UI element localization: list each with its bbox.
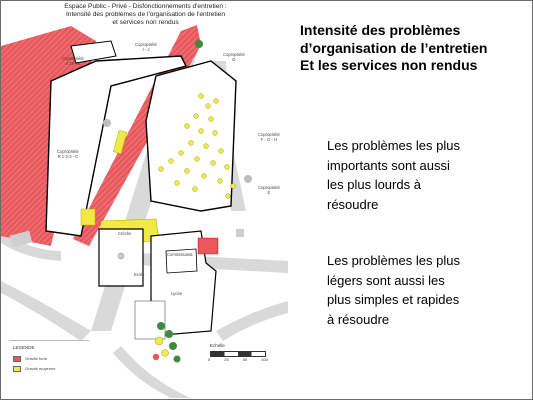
label-copro-e xyxy=(258,185,280,195)
map-title-line: Intensité des problèmes de l'organisation de l'entretien xyxy=(65,10,226,18)
paragraph-line: plus simples et rapides xyxy=(327,292,460,307)
label-copro-r123c xyxy=(57,149,79,159)
label-line: E xyxy=(267,190,271,195)
legend-label: Gravité moyenne xyxy=(25,366,56,372)
label-copro-a19b xyxy=(62,56,84,66)
label-lycee: Lycée xyxy=(171,291,183,296)
map-title-line: et services non rendus xyxy=(112,18,179,26)
slide-heading xyxy=(300,22,520,75)
label-commissariat: Commissariat xyxy=(167,252,193,257)
scale-tick: 0 xyxy=(208,357,211,362)
label-line: Copropriété xyxy=(135,42,157,47)
paragraph-line: importants sont aussi xyxy=(327,157,450,173)
label-copro-ij xyxy=(135,42,157,52)
paragraph-line: à résoudre xyxy=(327,311,390,327)
scale-tick: 50 xyxy=(242,357,248,362)
label-line: R 1-2-3 - C xyxy=(57,154,79,159)
scale-ticks xyxy=(208,357,268,362)
paragraph-line: Les problèmes les plus xyxy=(327,253,460,268)
map-title xyxy=(2,3,288,26)
map-legend xyxy=(9,340,89,398)
paragraph-line: résoudre xyxy=(327,196,379,212)
label-line: Copropriété xyxy=(62,56,84,61)
label-line: Copropriété xyxy=(223,52,245,57)
legend-item-severe xyxy=(13,356,47,362)
legend-item-medium xyxy=(13,366,55,372)
label-line: D xyxy=(232,57,236,62)
label-creche: Crèche xyxy=(118,231,132,236)
map-title-line: Espace Public - Privé - Disfonctionnements d'entretien : xyxy=(64,3,227,10)
scale-label: Echelle xyxy=(210,343,225,348)
paragraph-light-problems xyxy=(327,251,527,329)
legend-label: Gravité forte xyxy=(25,356,48,362)
paragraph-line: Les problèmes les plus xyxy=(327,138,460,153)
legend-title: LEGENDE xyxy=(13,345,35,350)
label-line: Copropriété xyxy=(258,185,280,190)
heading-line: Intensité des problèmes xyxy=(300,22,461,38)
scale-tick: 100 xyxy=(261,357,268,362)
label-line: F - G - H xyxy=(260,137,278,142)
site-map-drawing xyxy=(1,1,288,398)
heading-line: d’organisation de l’entretien xyxy=(300,39,488,56)
legend-swatch-medium xyxy=(13,366,21,372)
scale-tick: 25 xyxy=(224,357,229,362)
label-line: Copropriété xyxy=(57,149,79,154)
paragraph-line: légers sont aussi les xyxy=(327,272,445,288)
label-copro-fgh xyxy=(258,132,280,142)
label-line: A 19 - B xyxy=(65,61,81,66)
label-copro-d xyxy=(223,52,245,62)
label-line: I - J xyxy=(142,47,150,52)
legend-swatch-severe xyxy=(13,356,21,362)
label-ecole: Ecole xyxy=(134,272,145,277)
heading-line: Et les services non rendus xyxy=(300,57,478,73)
paragraph-heavy-problems xyxy=(327,136,527,214)
label-line: Copropriété xyxy=(258,132,280,137)
site-map xyxy=(1,1,288,398)
paragraph-line: les plus lourds à xyxy=(327,177,421,192)
